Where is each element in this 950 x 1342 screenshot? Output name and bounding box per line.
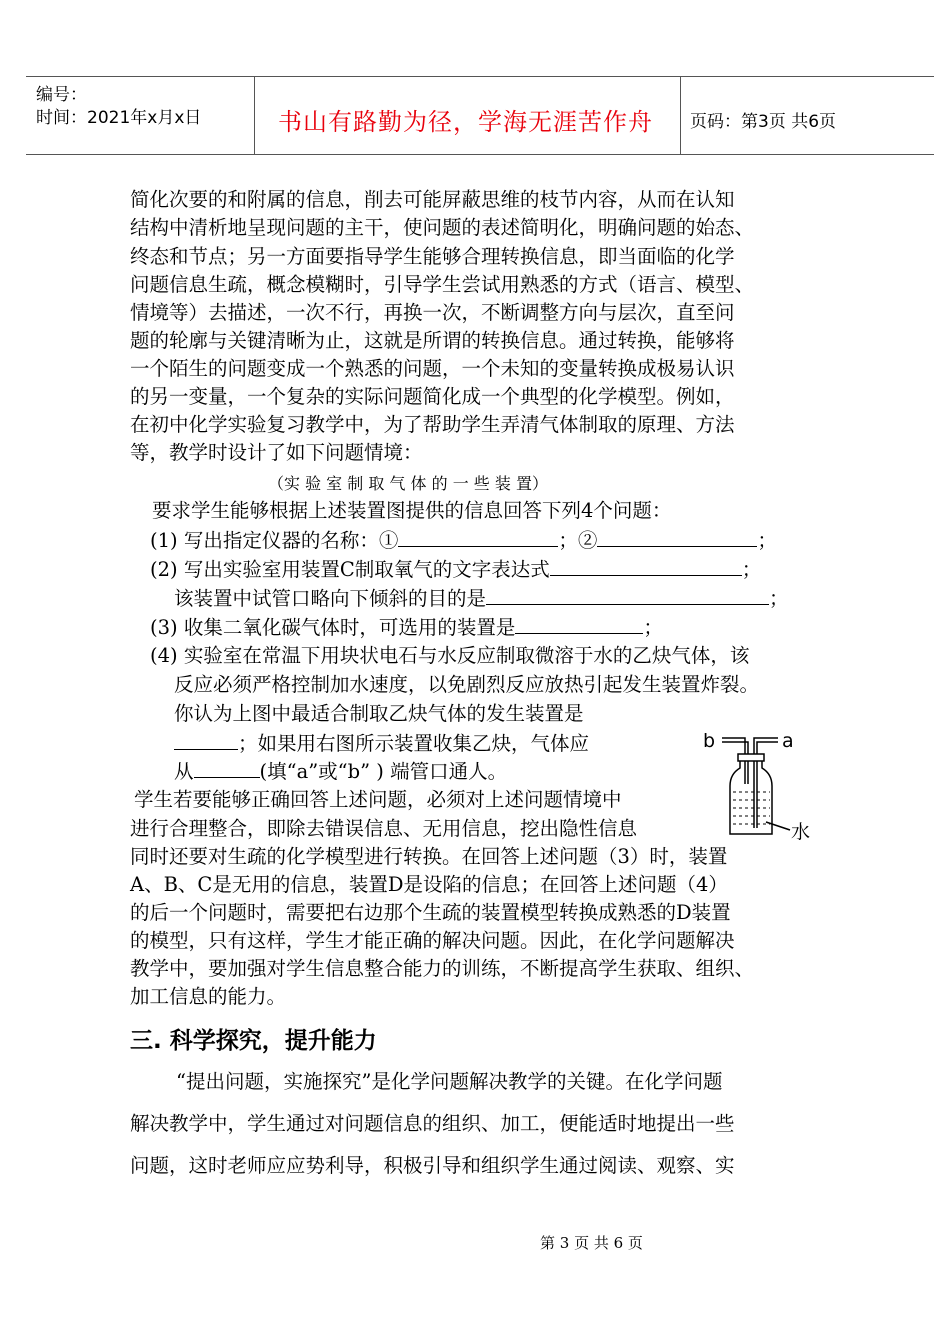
body-line: 的后一个问题时，需要把右边那个生疏的装置模型转换成熟悉的D装置 [130, 901, 731, 924]
question-4-line-4 [174, 729, 589, 758]
body-line: A、B、C是无用的信息，装置D是设陷的信息；在回答上述问题（4） [130, 873, 728, 896]
header-serial-label: 编号： [36, 85, 87, 105]
body-line: 一个陌生的问题变成一个熟悉的问题，一个未知的变量转换成极易认识 [130, 357, 735, 380]
section-3-heading: 三. 科学探究，提升能力 [130, 1028, 377, 1054]
page-footer: 第 3 页 共 6 页 [540, 1234, 643, 1252]
gas-bottle-figure [700, 728, 830, 843]
body-line: 加工信息的能力。 [130, 985, 287, 1008]
answer-blank[interactable] [194, 757, 260, 778]
body-line: 学生若要能够正确回答上述问题，必须对上述问题情境中 [134, 788, 622, 811]
body-line: 解决教学中，学生通过对问题信息的组织、加工，便能适时地提出一些 [130, 1112, 735, 1135]
question-1-sep: ；② [558, 529, 598, 552]
answer-blank[interactable] [597, 526, 757, 547]
label-water: 水 [791, 821, 811, 843]
body-line: 同时还要对生疏的化学模型进行转换。在回答上述问题（3）时，装置 [130, 845, 728, 868]
header-time-label: 时间：2021年x月x日 [36, 108, 202, 128]
question-4-line-5-text: 从 [174, 760, 194, 783]
body-line: 教学中，要加强对学生信息整合能力的训练，不断提高学生获取、组织、 [130, 957, 755, 980]
question-4-line-3: 你认为上图中最适合制取乙炔气体的发生装置是 [174, 702, 584, 725]
question-3-text: (3) 收集二氧化碳气体时，可选用的装置是 [150, 616, 516, 639]
body-line: 的另一变量，一个复杂的实际问题简化成一个典型的化学模型。例如， [130, 385, 735, 408]
gas-bottle-diagram [700, 728, 830, 840]
question-3-end: ； [643, 616, 663, 639]
question-3 [150, 613, 663, 642]
header-motto: 书山有路勤为径，学海无涯苦作舟 [278, 108, 653, 136]
body-line: 等，教学时设计了如下问题情境： [130, 441, 423, 464]
answer-blank[interactable] [486, 584, 769, 605]
question-4-line-2: 反应必须严格控制加水速度，以免剧烈反应放热引起发生装置炸裂。 [174, 673, 760, 696]
question-4-line-5 [174, 757, 507, 786]
question-2-end: ； [741, 558, 762, 581]
label-a: a [782, 730, 794, 752]
body-line: 问题，这时老师应应势利导，积极引导和组织学生通过阅读、观察、实 [130, 1154, 735, 1177]
answer-blank[interactable] [174, 729, 238, 750]
question-2-sub-text: 该装置中试管口略向下倾斜的目的是 [174, 587, 487, 610]
body-line: 进行合理整合，即除去错误信息、无用信息，挖出隐性信息 [130, 817, 638, 840]
question-1-end: ； [757, 529, 777, 552]
question-1-text: (1) 写出指定仪器的名称：① [150, 529, 399, 552]
body-line: 终态和节点；另一方面要指导学生能够合理转换信息，即当面临的化学 [130, 245, 735, 268]
question-2-text: (2) 写出实验室用装置C制取氧气的文字表达式 [150, 558, 550, 581]
body-line: 情境等）去描述，一次不行，再换一次，不断调整方向与层次，直至问 [130, 301, 735, 324]
question-2-sub-end: ； [769, 587, 789, 610]
question-2-sub [174, 584, 789, 613]
body-line: 结构中清析地呈现问题的主干，使问题的表述简明化，明确问题的始态、 [130, 216, 755, 239]
question-intro: 要求学生能够根据上述装置图提供的信息回答下列4个问题： [152, 499, 672, 522]
body-line: 的模型，只有这样，学生才能正确的解决问题。因此，在化学问题解决 [130, 929, 735, 952]
figure-caption: （实 验 室 制 取 气 体 的 一 些 装 置） [268, 474, 548, 493]
question-2 [150, 555, 761, 584]
header-page-label: 页码：第3页 共6页 [690, 112, 837, 132]
header-divider-left [254, 76, 255, 154]
body-line: 问题信息生疏，概念模糊时，引导学生尝试用熟悉的方式（语言、模型、 [130, 273, 755, 296]
body-line: 在初中化学实验复习教学中，为了帮助学生弄清气体制取的原理、方法 [130, 413, 735, 436]
question-4-line-4-text: ；如果用右图所示装置收集乙炔，气体应 [238, 732, 590, 755]
answer-blank[interactable] [515, 613, 643, 634]
header-divider-right [680, 76, 681, 154]
body-line: 题的轮廓与关键清晰为止，这就是所谓的转换信息。通过转换，能够将 [130, 329, 735, 352]
header-bottom-rule [26, 154, 934, 155]
answer-blank[interactable] [398, 526, 558, 547]
body-line: 简化次要的和附属的信息，削去可能屏蔽思维的枝节内容，从而在认知 [130, 188, 735, 211]
label-b: b [703, 730, 716, 752]
question-4-line-1: (4) 实验室在常温下用块状电石与水反应制取微溶于水的乙炔气体，该 [150, 644, 750, 667]
question-4-line-5-end: (填“a”或“b” ) 端管口通人。 [259, 760, 508, 783]
answer-blank[interactable] [550, 555, 742, 576]
question-1 [150, 526, 777, 555]
body-line: “提出问题，实施探究”是化学问题解决教学的关键。在化学问题 [176, 1070, 723, 1093]
header-top-rule [26, 76, 934, 77]
